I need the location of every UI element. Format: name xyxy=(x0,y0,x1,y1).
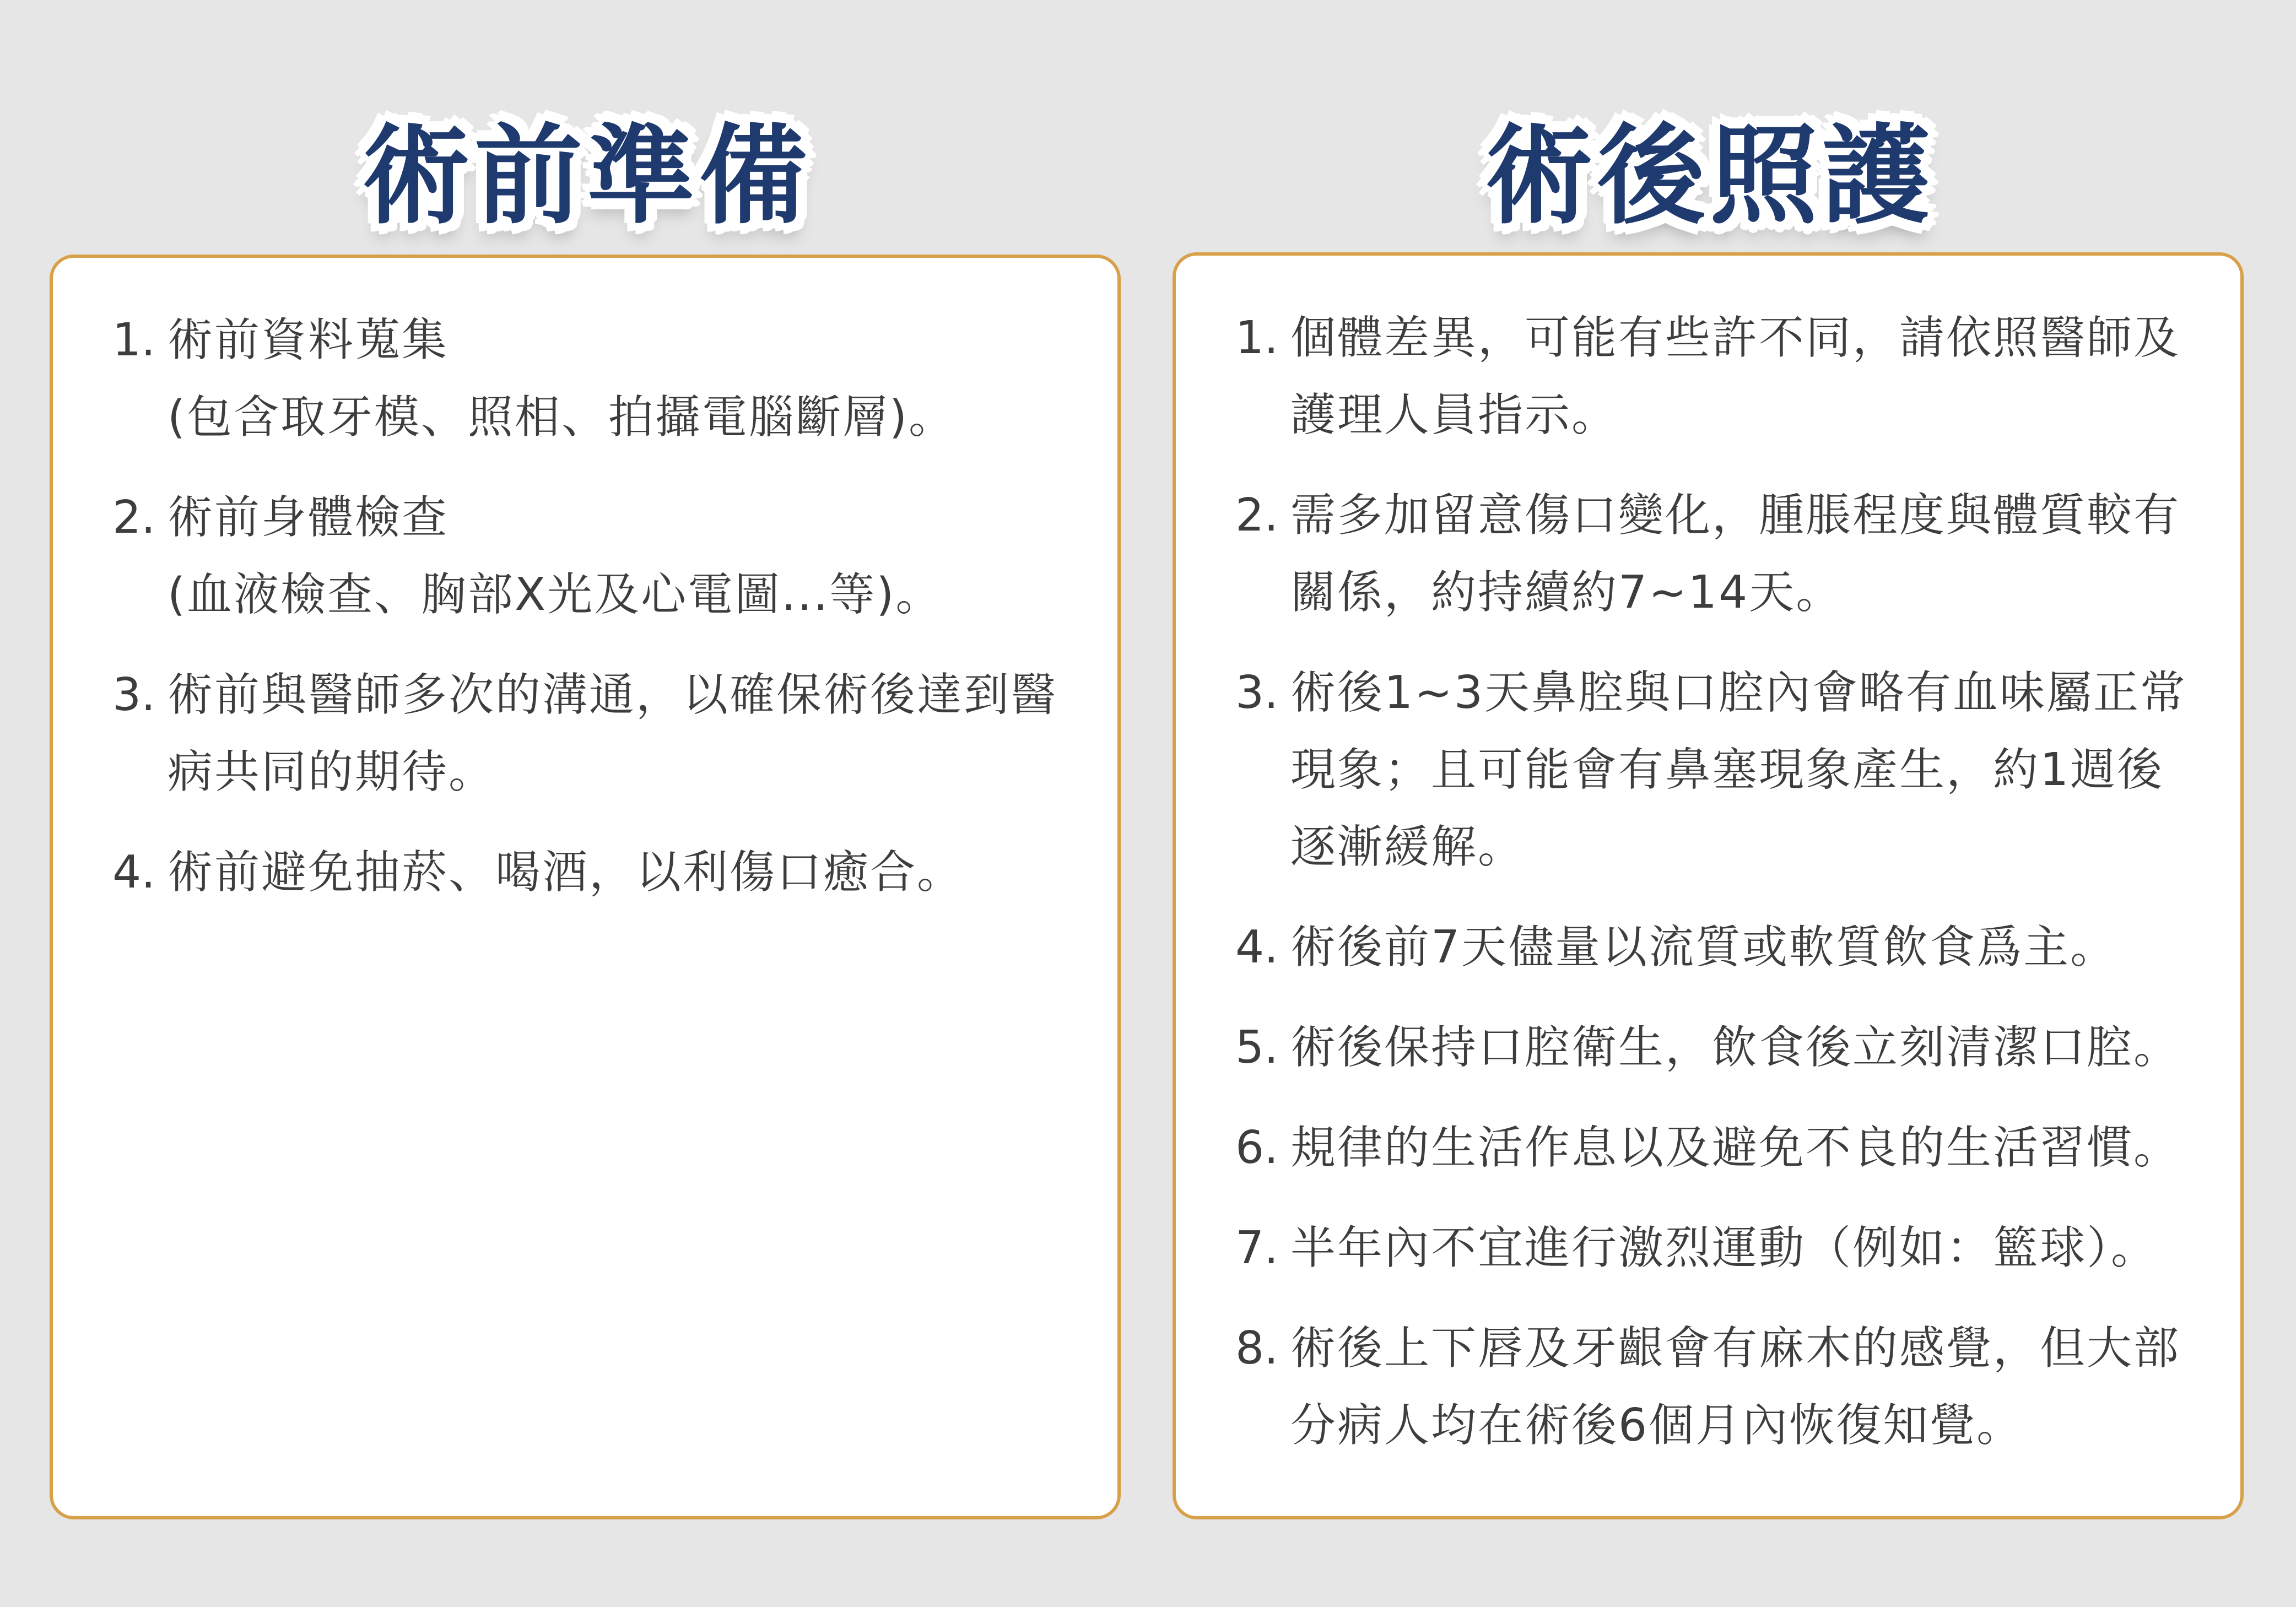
item-line: (包含取牙模、照相、拍攝電腦斷層)。 xyxy=(168,391,955,443)
pre-op-card xyxy=(50,255,1121,1519)
list-item xyxy=(112,479,1084,634)
item-line: 分病人均在術後6個月內恢復知覺。 xyxy=(1290,1399,2024,1452)
list-item xyxy=(1235,300,2207,454)
item-number: 8. xyxy=(1235,1322,1279,1375)
item-text xyxy=(1290,1110,2207,1187)
list-item xyxy=(1235,1009,2207,1086)
item-line: 需多加留意傷口變化，腫脹程度與體質較有 xyxy=(1290,489,2181,542)
item-number: 4. xyxy=(1235,921,1279,973)
item-line: 術前資料蒐集 xyxy=(168,314,449,366)
item-text xyxy=(1290,300,2207,454)
list-item xyxy=(112,302,1084,456)
item-line: 個體差異，可能有些許不同，請依照醫師及 xyxy=(1290,312,2181,364)
item-line: 半年內不宜進行激烈運動（例如：籃球）。 xyxy=(1290,1222,2158,1274)
item-text xyxy=(1290,909,2207,986)
item-number: 7. xyxy=(1235,1222,1279,1274)
item-text xyxy=(168,834,1084,911)
list-item xyxy=(112,657,1084,811)
item-number: 4. xyxy=(112,846,156,899)
item-number: 1. xyxy=(1235,312,1279,364)
item-line: 術後保持口腔衛生，飲食後立刻清潔口腔。 xyxy=(1290,1021,2181,1074)
list-item xyxy=(1235,654,2207,886)
pre-op-list xyxy=(112,302,1084,934)
item-text xyxy=(1290,1009,2207,1086)
pre-op-title: 術前準備 xyxy=(361,113,812,239)
list-item xyxy=(1235,909,2207,986)
item-line: 術後1~3天鼻腔與口腔內會略有血味屬正常 xyxy=(1290,667,2187,719)
item-line: 護理人員指示。 xyxy=(1290,389,1619,441)
item-number: 6. xyxy=(1235,1122,1279,1174)
item-text xyxy=(168,657,1084,811)
item-line: 術後上下唇及牙齦會有麻木的感覺，但大部 xyxy=(1290,1322,2181,1375)
item-number: 3. xyxy=(1235,667,1279,719)
item-number: 2. xyxy=(1235,489,1279,542)
item-text xyxy=(168,302,1084,456)
item-text xyxy=(1290,477,2207,631)
post-op-section xyxy=(1173,0,2247,1607)
item-text xyxy=(168,479,1084,634)
item-line: 規律的生活作息以及避免不良的生活習慣。 xyxy=(1290,1122,2181,1174)
item-line: 逐漸緩解。 xyxy=(1290,821,1525,873)
item-line: 術前身體檢查 xyxy=(168,491,449,544)
item-text xyxy=(1290,654,2207,886)
post-op-list xyxy=(1235,300,2207,1487)
item-number: 5. xyxy=(1235,1021,1279,1074)
item-number: 1. xyxy=(112,314,156,366)
post-op-title: 術後照護 xyxy=(1484,113,1935,239)
item-line: 病共同的期待。 xyxy=(168,746,496,798)
item-line: 術後前7天儘量以流質或軟質飲食爲主。 xyxy=(1290,921,2117,973)
list-item xyxy=(1235,1310,2207,1464)
item-line: (血液檢查、胸部X光及心電圖...等)。 xyxy=(168,569,943,621)
pre-op-section xyxy=(50,0,1124,1607)
list-item xyxy=(112,834,1084,911)
item-text xyxy=(1290,1210,2207,1287)
list-item xyxy=(1235,1110,2207,1187)
item-line: 現象；且可能會有鼻塞現象產生，約1週後 xyxy=(1290,744,2164,796)
list-item xyxy=(1235,477,2207,631)
item-text xyxy=(1290,1310,2207,1464)
post-op-card xyxy=(1173,252,2244,1519)
list-item xyxy=(1235,1210,2207,1287)
item-line: 術前與醫師多次的溝通，以確保術後達到醫 xyxy=(168,669,1058,721)
item-number: 2. xyxy=(112,491,156,544)
item-line: 關係，約持續約7~14天。 xyxy=(1290,566,1843,619)
item-number: 3. xyxy=(112,669,156,721)
item-line: 術前避免抽菸、喝酒，以利傷口癒合。 xyxy=(168,846,964,899)
